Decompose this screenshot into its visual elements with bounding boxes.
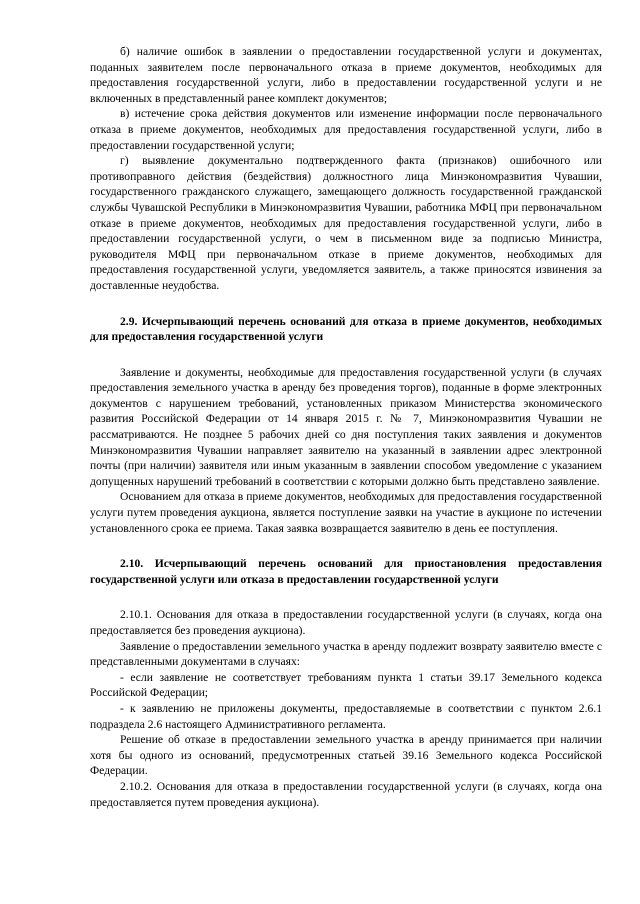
list-item-no-documents: - к заявлению не приложены документы, предоставляемые в соответствии с пунктом 2.6.1 подраздела 2.6 настоящего Административного регламента. [90,701,602,731]
paragraph-g: г) выявление документально подтвержденного факта (признаков) ошибочного или противоправного действия (бездействия) должностного лица Минэкономразвития Чувашии, государственного гражданского служащего, замещающего должность государственной гражданской службы Чувашской Республики в Минэкономразвития Чувашии, работника МФЦ при первоначальном отказе в приеме документов, необходимых для предоставления государственной услуги, либо в предоставлении государственной услуги, о чем в письменном виде за подписью Министра, руководителя МФЦ при первоначальном отказе в приеме документов, необходимых для предоставления государственной услуги, уведомляется заявитель, а также приносятся извинения за доставленные неудобства. [90,154,602,292]
paragraph-2-10-1: 2.10.1. Основания для отказа в предоставлении государственной услуги (в случаях, когда она предоставляется без проведения аукциона). [90,608,602,637]
paragraph-refusal-decision: Решение об отказе в предоставлении земельного участка в аренду принимается при наличии хотя бы одного из оснований, предусмотренных статьей 39.16 Земельного кодекса Российской Федерации. [90,733,602,778]
section-heading-2-10: 2.10. Исчерпывающий перечень оснований для приостановления предоставления государственной услуги или отказа в предоставлении государственной услуги [90,557,602,586]
spacer [90,536,602,556]
paragraph-2-10-2: 2.10.2. Основания для отказа в предоставлении государственной услуги (в случаях, когда она предоставляется путем проведения аукциона). [90,779,602,809]
paragraph-v: в) истечение срока действия документов или изменение информации после первоначального отказа в приеме документов, необходимых для предоставления государственной услуги, либо в предоставлении государственной услуги; [90,107,602,152]
spacer [90,294,602,314]
paragraph-auction-refusal: Основанием для отказа в приеме документов, необходимых для предоставления государственной услуги путем проведения аукциона, является поступление заявки на участие в аукционе по истечении установленного срока ее приема. Такая заявка возвращается заявителю в день ее поступления. [90,490,602,535]
spacer [90,345,602,365]
paragraph-electronic-documents: Заявление и документы, необходимые для предоставления государственной услуги (в случаях предоставления земельного участка в аренду без проведения торгов), поданные в форме электронных документов с нарушением требований, установленных приказом Министерства экономического развития Российской Федерации от 14 января 2015 г. № 7, Минэкономразвития Чувашии не рассматриваются. Не позднее 5 рабочих дней со дня поступления таких заявления и документов Минэкономразвития Чувашии направляет заявителю на указанный в заявлении адрес электронной почты (при наличии) заявителя или иным указанным в заявлении способом уведомление с указанием допущенных нарушений требований в соответствии с которыми должно быть представлено заявление. [90,365,602,488]
paragraph-return-conditions: Заявление о предоставлении земельного участка в аренду подлежит возврату заявителю вместе с представленными документами в случаях: [90,639,602,669]
list-item-not-compliant: - если заявление не соответствует требованиям пункта 1 статьи 39.17 Земельного кодекса Российской Федерации; [90,670,602,700]
section-heading-2-9: 2.9. Исчерпывающий перечень оснований для отказа в приеме документов, необходимых для предоставления государственной услуги [90,314,602,344]
paragraph-b: б) наличие ошибок в заявлении о предоставлении государственной услуги и документах, поданных заявителем после первоначального отказа в приеме документов, необходимых для предоставления государственной услуги, либо в предоставлении государственной услуги и не включенных в представленный ранее комплект документов; [90,45,602,105]
spacer [90,587,602,607]
